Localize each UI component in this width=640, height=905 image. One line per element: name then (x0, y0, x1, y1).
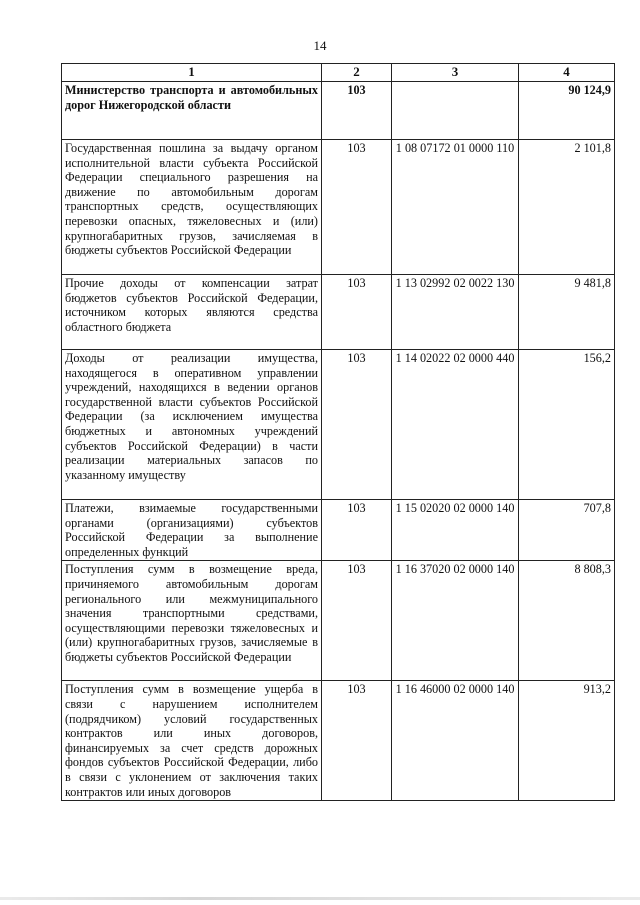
row-amount: 9 481,8 (519, 275, 615, 350)
row-admin-code: 103 (322, 681, 392, 801)
row-revenue-code: 1 16 37020 02 0000 140 (392, 561, 519, 681)
row-description: Платежи, взимаемые государственными органами (организациями) субъектов Российской Федерации за выполнение определенных функций (62, 500, 322, 561)
table-row (62, 140, 615, 275)
row-admin-code: 103 (322, 275, 392, 350)
row-revenue-code (392, 82, 519, 140)
row-amount: 707,8 (519, 500, 615, 561)
page-number: 14 (313, 38, 327, 53)
row-description: Прочие доходы от компенсации затрат бюджетов субъектов Российской Федерации, источником которых являются средства областного бюджета (62, 275, 322, 350)
row-revenue-code: 1 08 07172 01 0000 110 (392, 140, 519, 275)
row-amount: 913,2 (519, 681, 615, 801)
revenue-table (61, 63, 615, 801)
row-amount: 90 124,9 (519, 82, 615, 140)
row-description: Доходы от реализации имущества, находящегося в оперативном управлении учреждений, находящихся в ведении органов государственной власти субъектов Российской Федерации (за исключением имущества бюджетных и автономных учреждений субъектов Российской Федерации) в части реализации материальных запасов по указанному имуществу (62, 350, 322, 500)
column-header-3: 3 (392, 64, 519, 82)
row-amount: 2 101,8 (519, 140, 615, 275)
row-admin-code: 103 (322, 140, 392, 275)
row-amount: 156,2 (519, 350, 615, 500)
row-admin-code: 103 (322, 82, 392, 140)
table-row (62, 350, 615, 500)
row-admin-code: 103 (322, 500, 392, 561)
row-description: Министерство транспорта и автомобильных дорог Нижегородской области (62, 82, 322, 140)
row-description: Государственная пошлина за выдачу органом исполнительной власти субъекта Российской Федерации специального разрешения на движение по автомобильным дорогам транспортных средств, осуществляющих перевозки опасных, тяжеловесных и (или) крупногабаритных грузов, зачисляемая в бюджеты субъектов Российской Федерации (62, 140, 322, 275)
row-revenue-code: 1 15 02020 02 0000 140 (392, 500, 519, 561)
table-row (62, 681, 615, 801)
row-description: Поступления сумм в возмещение ущерба в связи с нарушением исполнителем (подрядчиком) условий государственных контрактов или иных договоров, финансируемых за счет средств дорожных фондов субъектов Российской Федерации, либо в связи с уклонением от заключения таких контрактов или иных договоров (62, 681, 322, 801)
column-header-4: 4 (519, 64, 615, 82)
row-revenue-code: 1 14 02022 02 0000 440 (392, 350, 519, 500)
table-row (62, 275, 615, 350)
row-description: Поступления сумм в возмещение вреда, причиняемого автомобильным дорогам регионального или межмуниципального значения транспортными средствами, осуществляющими перевозки тяжеловесных и (или) крупногабаритных грузов, зачисляемые в бюджеты субъектов Российской Федерации (62, 561, 322, 681)
table-row (62, 561, 615, 681)
row-admin-code: 103 (322, 561, 392, 681)
column-header-1: 1 (62, 64, 322, 82)
row-revenue-code: 1 16 46000 02 0000 140 (392, 681, 519, 801)
table-row (62, 500, 615, 561)
column-header-2: 2 (322, 64, 392, 82)
table-row-ministry (62, 82, 615, 140)
row-admin-code: 103 (322, 350, 392, 500)
table-header-row (62, 64, 615, 82)
row-revenue-code: 1 13 02992 02 0022 130 (392, 275, 519, 350)
scan-edge-artifact (0, 897, 640, 900)
row-amount: 8 808,3 (519, 561, 615, 681)
